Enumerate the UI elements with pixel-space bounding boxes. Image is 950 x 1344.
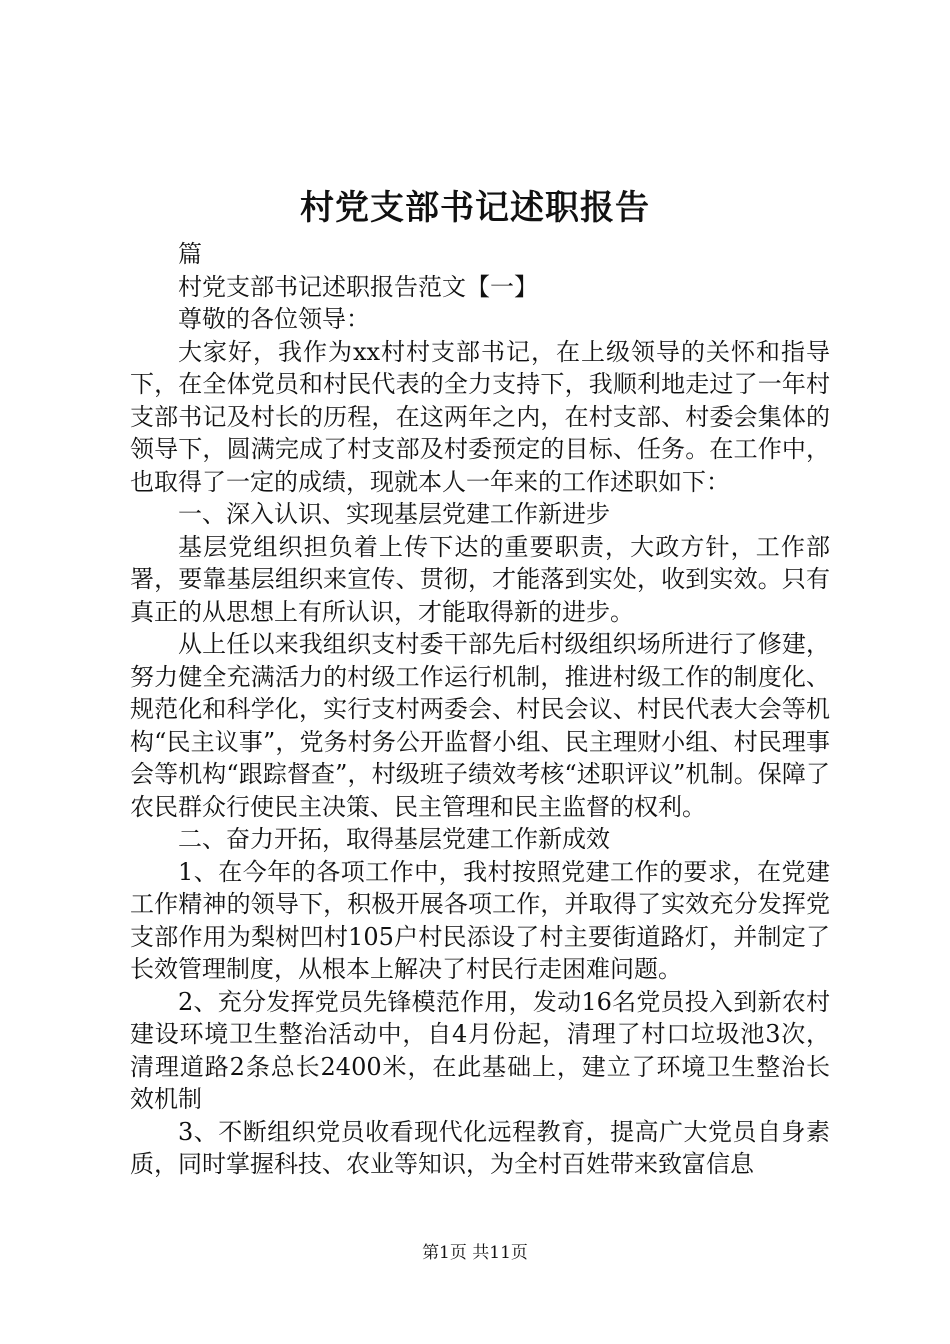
section-heading-2: 二、奋力开拓，取得基层党建工作新成效 xyxy=(178,825,610,853)
paragraph-subtitle: 村党支部书记述职报告范文【一】 xyxy=(178,272,538,301)
paragraph-intro: 大家好，我作为xx村村支部书记，在上级领导的关怀和指导下，在全体党员和村民代表的全力支持下，我顺利地走过了一年村支部书记及村长的历程，在这两年之内，在村支部、村委会集体的领导下，圆满完成了村支部及村委预定的目标、任务。在工作中，也取得了一定的成绩，现就本人一年来的工作述职如下： xyxy=(130,337,830,496)
page-number-footer: 第1页 共11页 xyxy=(422,1243,528,1263)
section-heading-1: 一、深入认识、实现基层党建工作新进步 xyxy=(178,500,610,528)
document-body xyxy=(130,238,830,1181)
paragraph: 从上任以来我组织支村委干部先后村级组织场所进行了修建，努力健全充满活力的村级工作运行机制，推进村级工作的制度化、规范化和科学化，实行支村两委会、村民会议、村民代表大会等机构“民主议事”，党务村务公开监督小组、民主理财小组、村民理事会等机构“跟踪督查”，村级班子绩效考核“述职评议”机制。保障了农民群众行使民主决策、民主管理和民主监督的权利。 xyxy=(130,630,830,821)
list-item: 2、充分发挥党员先锋模范作用，发动16名党员投入到新农村建设环境卫生整治活动中，自4月份起，清理了村口垃圾池3次，清理道路2条总长2400米，在此基础上，建立了环境卫生整治长效机制 xyxy=(130,987,830,1113)
paragraph-salutation: 尊敬的各位领导： xyxy=(178,305,370,333)
paragraph: 基层党组织担负着上传下达的重要职责，大政方针，工作部署，要靠基层组织来宣传、贯彻，才能落到实处，收到实效。只有真正的从思想上有所认识，才能取得新的进步。 xyxy=(130,532,830,626)
list-item: 1、在今年的各项工作中，我村按照党建工作的要求，在党建工作精神的领导下，积极开展各项工作，并取得了实效充分发挥党支部作用为梨树凹村105户村民添设了村主要街道路灯，并制定了长效管理制度，从根本上解决了村民行走困难问题。 xyxy=(130,857,830,983)
paragraph-section-marker: 篇 xyxy=(178,240,202,268)
document-title: 村党支部书记述职报告 xyxy=(300,188,650,228)
list-item: 3、不断组织党员收看现代化远程教育，提高广大党员自身素质，同时掌握科技、农业等知识，为全村百姓带来致富信息 xyxy=(130,1117,830,1178)
